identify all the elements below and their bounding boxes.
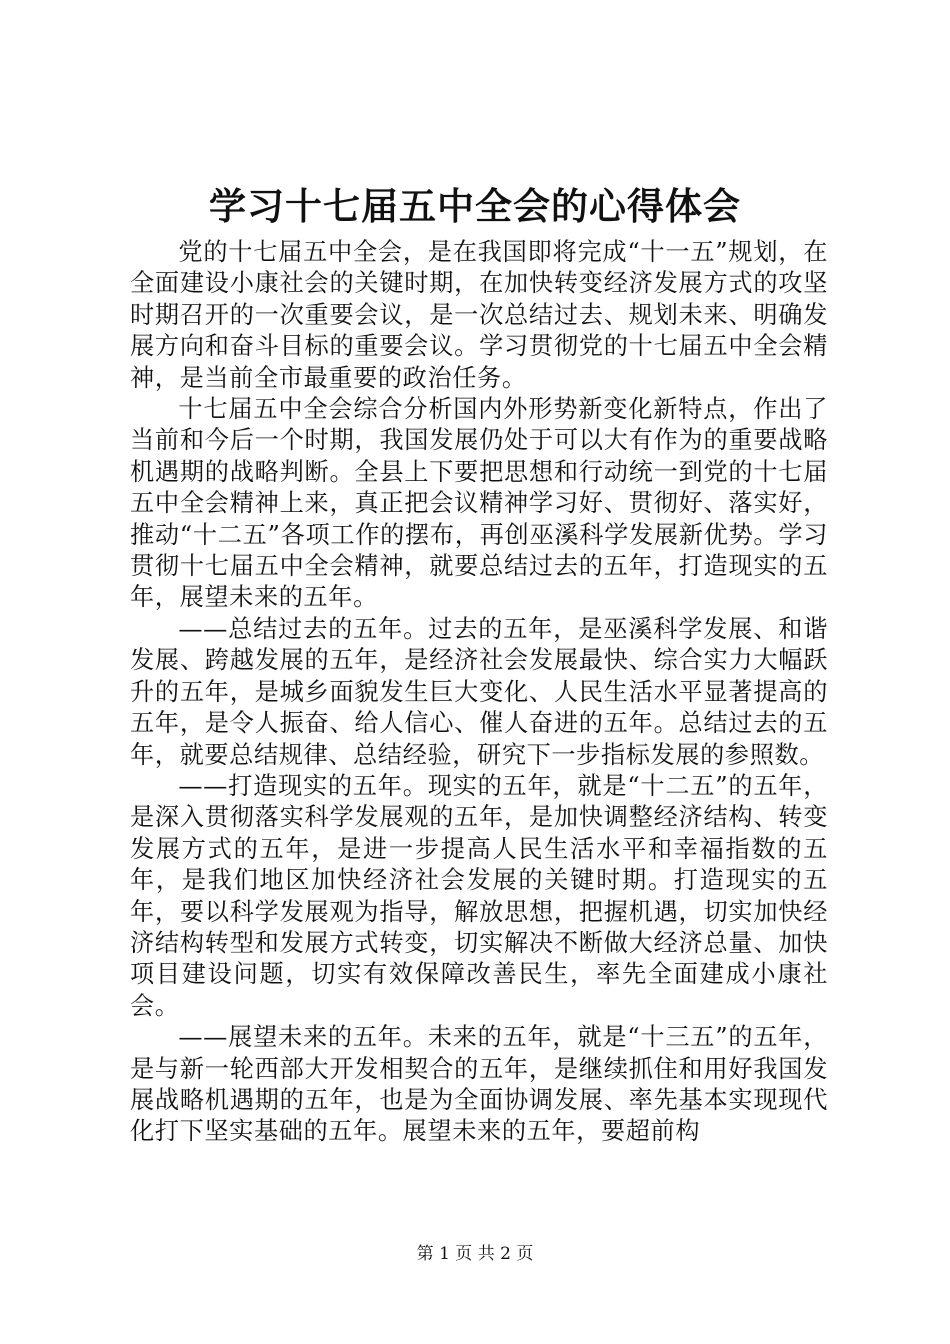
paragraph-current-five-years: ——打造现实的五年。现实的五年，就是“十二五”的五年，是深入贯彻落实科学发展观的五年，是加快调整经济结构、转变发展方式的五年，是进一步提高人民生活水平和幸福指数的五年，是我们地区加快经济社会发展的关键时期。打造现实的五年，要以科学发展观为指导，解放思想，把握机遇，切实加快经济结构转型和发展方式转变，切实解决不断做大经济总量、加快项目建设问题，切实有效保障改善民生，率先全面建成小康社会。 [130,771,828,1020]
paragraph-future-five-years: ——展望未来的五年。未来的五年，就是“十三五”的五年，是与新一轮西部大开发相契合的五年，是继续抓住和用好我国发展战略机遇期的五年，也是为全面协调发展、率先基本实现现代化打下坚实基础的五年。展望未来的五年，要超前构 [130,1023,828,1146]
page-footer: 第 1 页 共 2 页 [416,1244,534,1264]
paragraph-past-five-years: ——总结过去的五年。过去的五年，是巫溪科学发展、和谐发展、跨越发展的五年，是经济社会发展最快、综合实力大幅跃升的五年，是城乡面貌发生巨大变化、人民生活水平显著提高的五年，是令人振奋、给人信心、催人奋进的五年。总结过去的五年，就要总结规律、总结经验，研究下一步指标发展的参照数。 [130,614,828,769]
paragraph-analysis: 十七届五中全会综合分析国内外形势新变化新特点，作出了当前和今后一个时期，我国发展仍处于可以大有作为的重要战略机遇期的战略判断。全县上下要把思想和行动统一到党的十七届五中全会精神上来，真正把会议精神学习好、贯彻好、落实好，推动“十二五”各项工作的摆布，再创巫溪科学发展新优势。学习贯彻十七届五中全会精神，就要总结过去的五年，打造现实的五年，展望未来的五年。 [130,395,828,612]
document-title: 学习十七届五中全会的心得体会 [209,184,741,228]
paragraph-intro: 党的十七届五中全会，是在我国即将完成“十一五”规划，在全面建设小康社会的关键时期，在加快转变经济发展方式的攻坚时期召开的一次重要会议，是一次总结过去、规划未来、明确发展方向和奋斗目标的重要会议。学习贯彻党的十七届五中全会精神，是当前全市最重要的政治任务。 [130,238,828,392]
document-body [130,237,828,1148]
